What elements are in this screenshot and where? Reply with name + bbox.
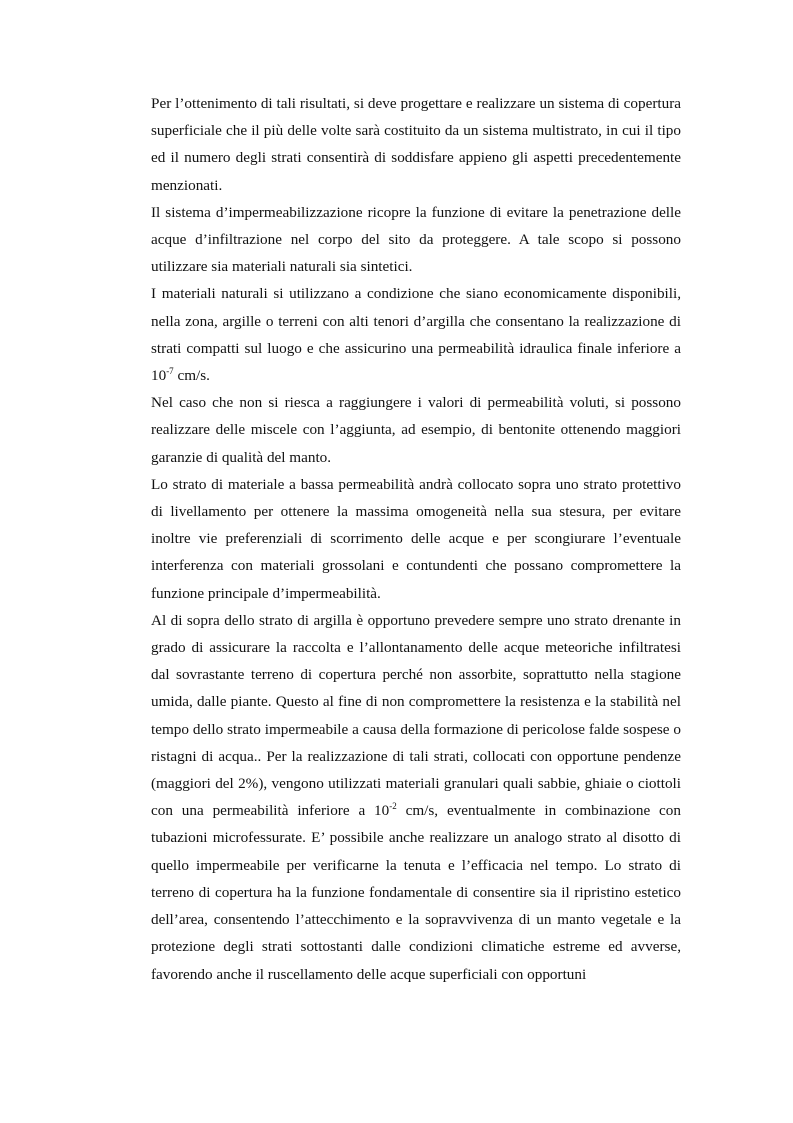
paragraph-text: I materiali naturali si utilizzano a condizione che siano economicamente disponibili, nella zona, argille o terreni con alti tenori d’argilla che consentano la realizzazione di strati compatti sul luogo e che assicurino una permeabilità idraulica finale inferiore a 10 bbox=[151, 285, 681, 385]
paragraph-1 bbox=[151, 90, 681, 199]
paragraph-text: Per l’ottenimento di tali risultati, si deve progettare e realizzare un sistema di copertura superficiale che il più delle volte sarà costituito da un sistema multistrato, in cui il tipo ed il numero degli strati consentirà di soddisfare appieno gli aspetti precedentemente menzionati. bbox=[151, 95, 681, 194]
paragraph-text: Lo strato di materiale a bassa permeabilità andrà collocato sopra uno strato protettivo di livellamento per ottenere la massima omogeneità nella sua stesura, per evitare inoltre vie preferenziali di scorrimento delle acque e per scongiurare l’eventuale interferenza con materiali grossolani e contundenti che possano compromettere la funzione principale d’impermeabilità. bbox=[151, 475, 681, 602]
paragraph-3 bbox=[151, 280, 681, 389]
paragraph-text: Il sistema d’impermeabilizzazione ricopre la funzione di evitare la penetrazione delle acque d’infiltrazione nel corpo del sito da proteggere. A tale scopo si possono utilizzare sia materiali naturali sia sintetici. bbox=[151, 203, 681, 276]
paragraph-text: cm/s, eventualmente in combinazione con tubazioni microfessurate. E’ possibile anche realizzare un analogo strato al disotto di quello impermeabile per verificarne la tenuta e l’efficacia nel tempo. Lo strato di terreno di copertura ha la funzione fondamentale di consentire sia il ripristino estetico dell’area, consentendo l’attecchimento e la sopravvivenza di un manto vegetale e la protezione degli strati sottostanti dalle condizioni climatiche estreme ed avverse, favorendo anche il ruscellamento delle acque superficiali con opportuni bbox=[151, 802, 681, 983]
document-page bbox=[151, 90, 681, 988]
paragraph-4 bbox=[151, 389, 681, 471]
exponent: -2 bbox=[389, 801, 397, 812]
paragraph-text: Al di sopra dello strato di argilla è opportuno prevedere sempre uno strato drenante in grado di assicurare la raccolta e l’allontanamento delle acque meteoriche infiltratesi dal sovrastante terreno di copertura perché non assorbite, soprattutto nella stagione umida, dalle piante. Questo al fine di non compromettere la resistenza e la stabilità nel tempo dello strato impermeabile a causa della formazione di pericolose falde sospese o ristagni di acqua.. Per la realizzazione di tali strati, collocati con opportune pendenze (maggiori del 2%), vengono utilizzati materiali granulari quali sabbie, ghiaie o ciottoli con una permeabilità inferiore a 10 bbox=[151, 611, 681, 820]
paragraph-text: Nel caso che non si riesca a raggiungere i valori di permeabilità voluti, si possono realizzare delle miscele con l’aggiunta, ad esempio, di bentonite ottenendo maggiori garanzie di qualità del manto. bbox=[151, 394, 681, 466]
paragraph-6 bbox=[151, 607, 681, 988]
paragraph-text: cm/s. bbox=[173, 367, 210, 385]
exponent: -7 bbox=[166, 366, 174, 377]
paragraph-2 bbox=[151, 199, 681, 281]
paragraph-5 bbox=[151, 471, 681, 607]
